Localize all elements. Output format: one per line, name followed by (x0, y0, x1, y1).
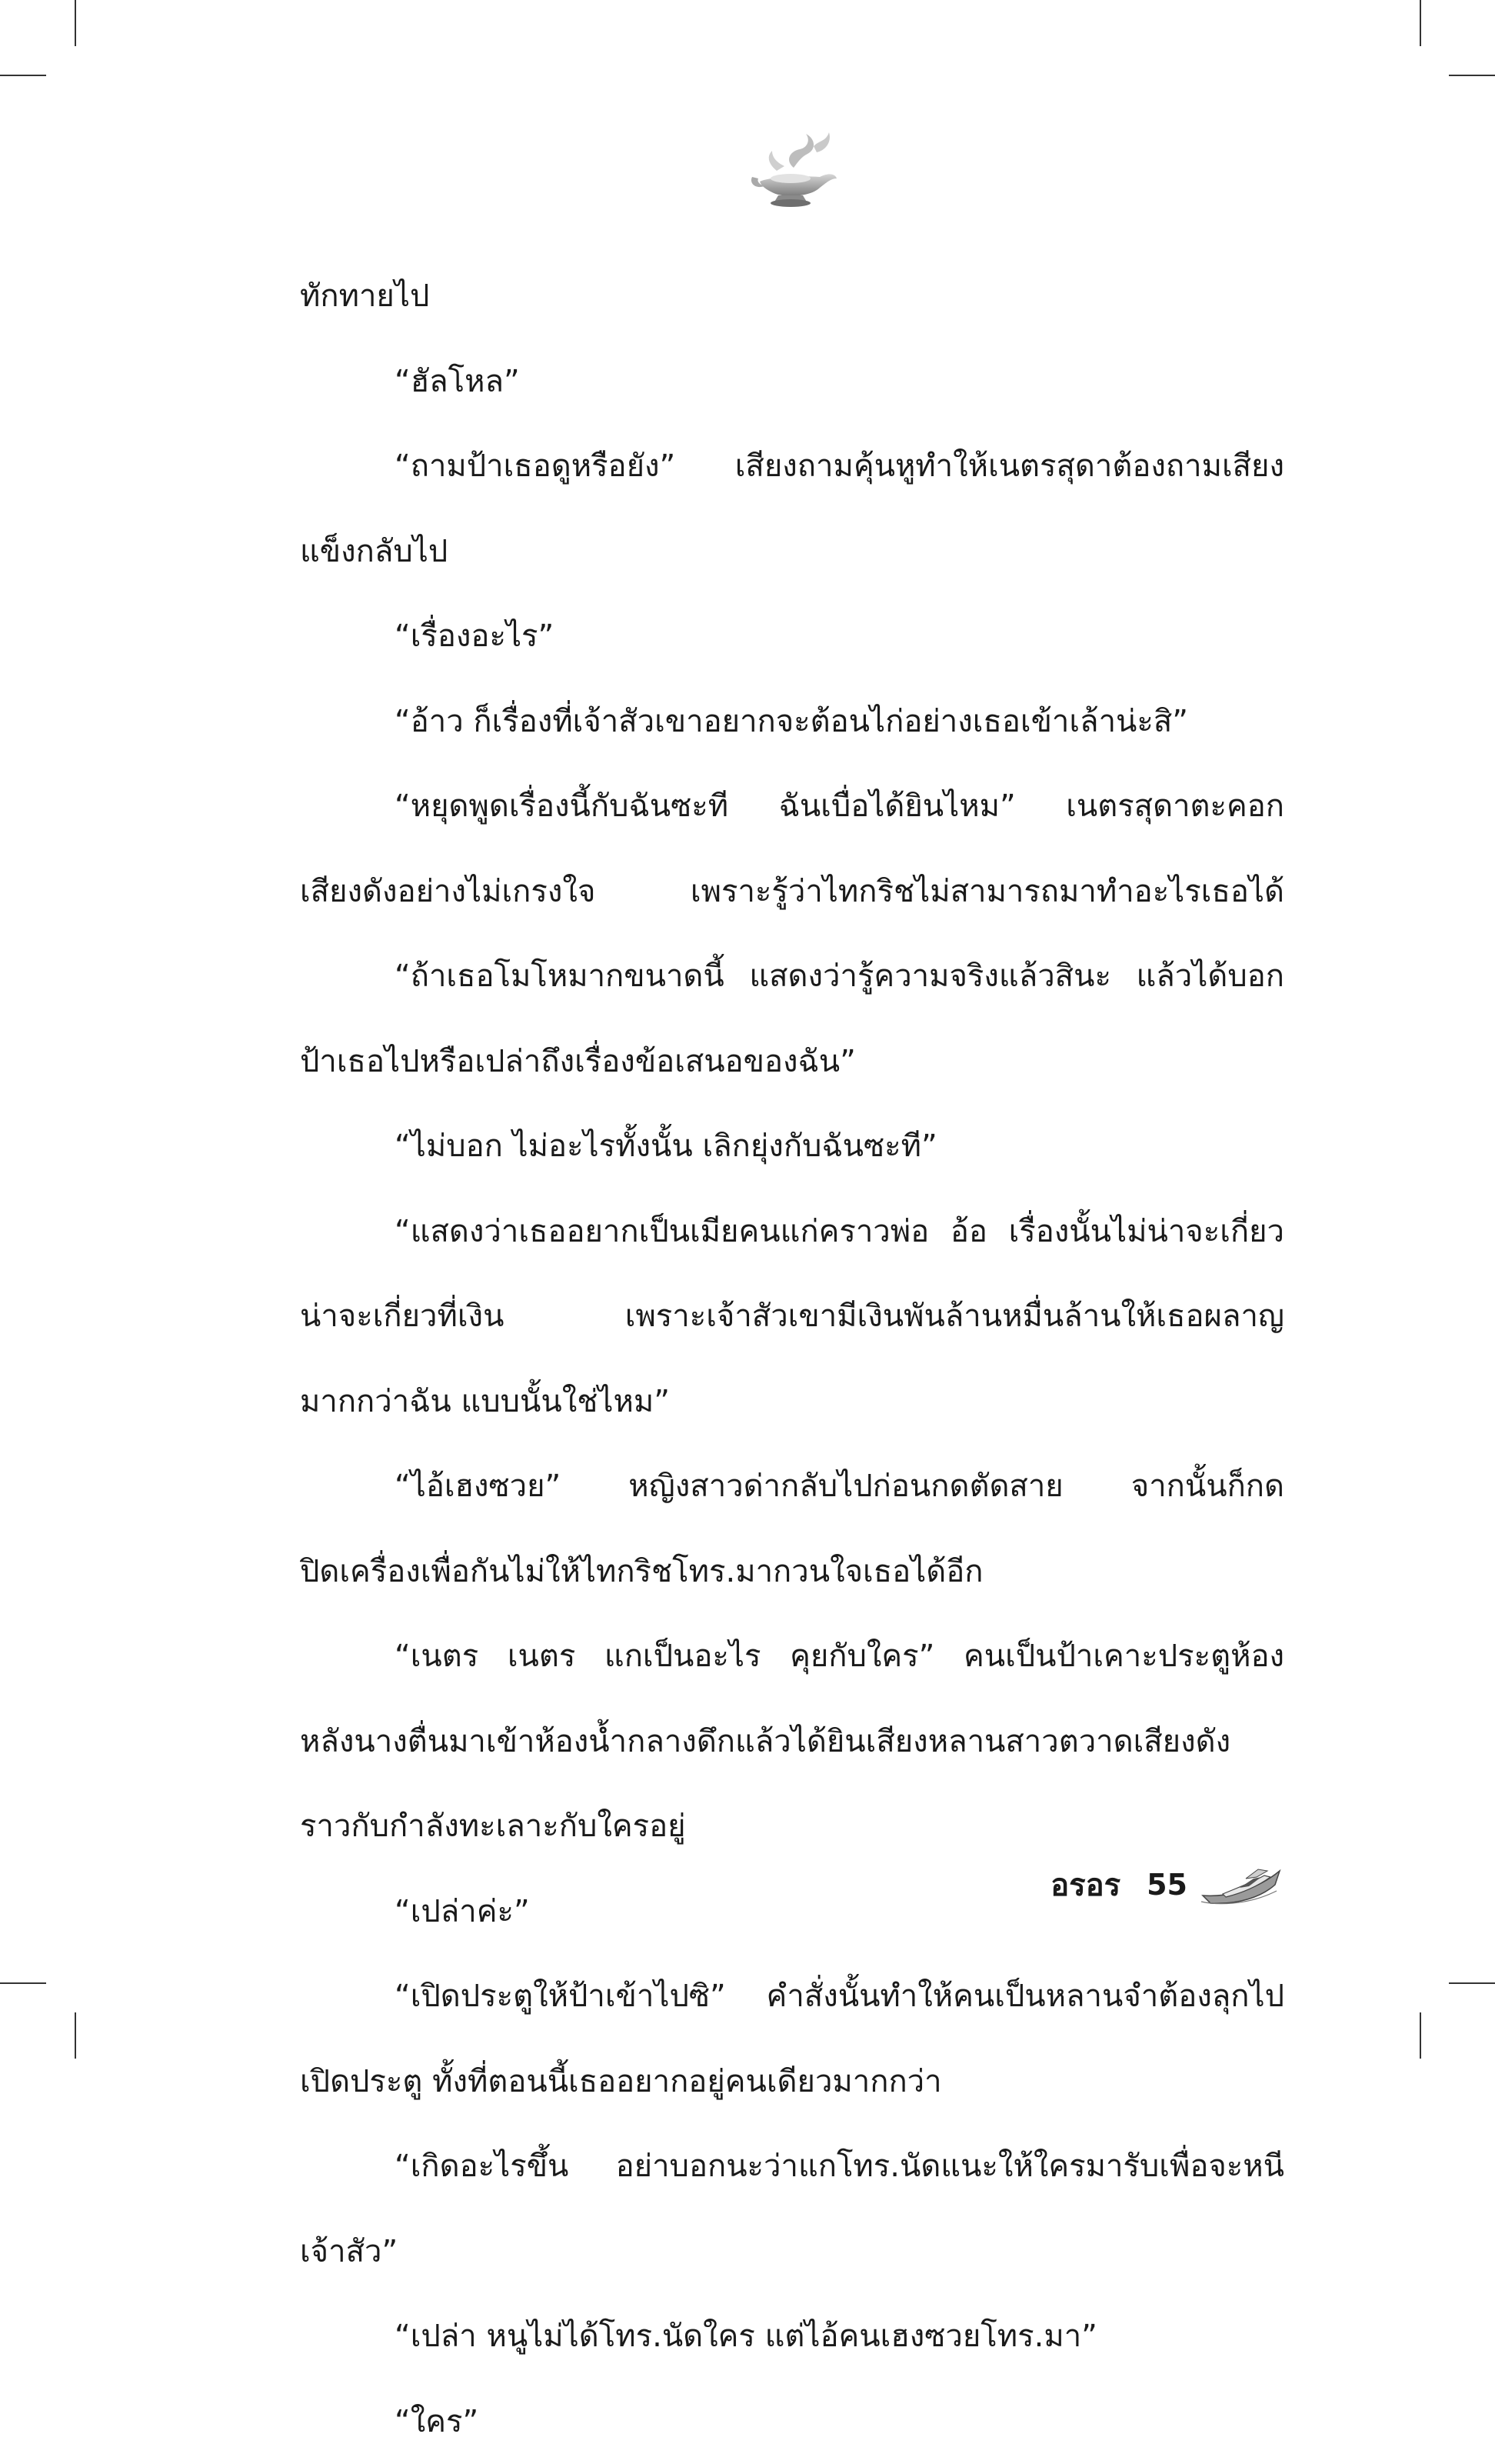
page-number: 55 (1147, 1868, 1187, 1902)
text-line: “เปล่าค่ะ” (300, 1869, 1284, 1955)
text-line: “เกิดอะไรขึ้น อย่าบอกนะว่าแกโทร.นัดแนะให้ใครมารับเพื่อจะหนี (300, 2124, 1284, 2209)
text-line: “อ้าว ก็เรื่องที่เจ้าสัวเขาอยากจะต้อนไก่อย่างเธอเข้าเล้าน่ะสิ” (300, 679, 1284, 765)
text-line: “ถามป้าเธอดูหรือยัง” เสียงถามคุ้นหูทำให้เนตรสุดาต้องถามเสียง (300, 424, 1284, 509)
text-line: ราวกับกำลังทะเลาะกับใครอยู่ (300, 1784, 1284, 1869)
text-line: “ใคร” (300, 2379, 1284, 2464)
text-line: แข็งกลับไป (300, 509, 1284, 595)
page-footer (1031, 1858, 1284, 1912)
footer-author: อรอร (1050, 1860, 1120, 1909)
yacht-icon (1200, 1862, 1284, 1908)
text-line: “ถ้าเธอโมโหมากขนาดนี้ แสดงว่ารู้ความจริงแล้วสินะ แล้วได้บอก (300, 934, 1284, 1019)
text-line: “เปล่า หนูไม่ได้โทร.นัดใคร แต่ไอ้คนเฮงซวยโทร.มา” (300, 2294, 1284, 2379)
body-text (300, 254, 1284, 2464)
text-line: “เนตร เนตร แกเป็นอะไร คุยกับใคร” คนเป็นป้าเคาะประตูห้อง (300, 1614, 1284, 1699)
text-line: “ไอ้เฮงซวย” หญิงสาวด่ากลับไปก่อนกดตัดสาย จากนั้นก็กด (300, 1444, 1284, 1529)
text-line: “เรื่องอะไร” (300, 594, 1284, 679)
text-line: ปิดเครื่องเพื่อกันไม่ให้ไทกริชโทร.มากวนใจเธอได้อีก (300, 1529, 1284, 1615)
text-line: เปิดประตู ทั้งที่ตอนนี้เธออยากอยู่คนเดียวมากกว่า (300, 2039, 1284, 2125)
crop-mark-bottom-right-v (1420, 2012, 1421, 2059)
text-line: เสียงดังอย่างไม่เกรงใจ เพราะรู้ว่าไทกริชไม่สามารถมาทำอะไรเธอได้ (300, 849, 1284, 935)
text-line: ป้าเธอไปหรือเปล่าถึงเรื่องข้อเสนอของฉัน” (300, 1019, 1284, 1105)
text-line: เจ้าสัว” (300, 2209, 1284, 2295)
text-line: “หยุดพูดเรื่องนี้กับฉันซะที ฉันเบื่อได้ยินไหม” เนตรสุดาตะคอก (300, 764, 1284, 849)
crop-mark-bottom-right-h (1449, 1982, 1495, 1984)
crop-mark-bottom-left-h (0, 1982, 46, 1984)
text-line: “ไม่บอก ไม่อะไรทั้งนั้น เลิกยุ่งกับฉันซะที” (300, 1104, 1284, 1189)
text-line: น่าจะเกี่ยวที่เงิน เพราะเจ้าสัวเขามีเงินพันล้านหมื่นล้านให้เธอผลาญ (300, 1274, 1284, 1359)
crop-mark-top-left-h (0, 75, 46, 76)
text-line: “ฮัลโหล” (300, 339, 1284, 425)
text-line: มากกว่าฉัน แบบนั้นใช่ไหม” (300, 1359, 1284, 1445)
text-line: “เปิดประตูให้ป้าเข้าไปซิ” คำสั่งนั้นทำให้คนเป็นหลานจำต้องลุกไป (300, 1954, 1284, 2039)
lamp-ornament-icon (746, 123, 838, 215)
crop-mark-top-right-v (1420, 0, 1421, 46)
text-line: หลังนางตื่นมาเข้าห้องน้ำกลางดึกแล้วได้ยินเสียงหลานสาวตวาดเสียงดัง (300, 1699, 1284, 1785)
text-line: “แสดงว่าเธออยากเป็นเมียคนแก่คราวพ่อ อ้อ เรื่องนั้นไม่น่าจะเกี่ยว (300, 1189, 1284, 1275)
crop-mark-top-right-h (1449, 75, 1495, 76)
crop-mark-top-left-v (75, 0, 76, 46)
crop-mark-bottom-left-v (75, 2012, 76, 2059)
text-line: ทักทายไป (300, 254, 1284, 339)
